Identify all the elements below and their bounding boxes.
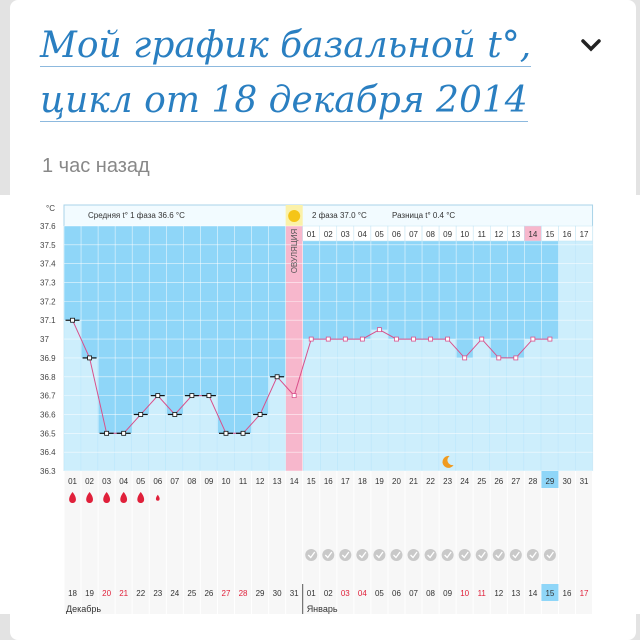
- y-tick-label: 37.5: [40, 240, 56, 250]
- temp-point-23: [446, 337, 450, 341]
- phase2-day-label: 11: [477, 230, 486, 239]
- cycle-day-label: 07: [170, 477, 180, 486]
- calendar-date-label: 08: [426, 589, 436, 598]
- temp-column-23: [440, 339, 456, 471]
- calendar-date-label: 15: [545, 589, 555, 598]
- temp-point-25: [480, 337, 484, 341]
- phase2-day-label: 15: [545, 230, 555, 239]
- cycle-day-label: 22: [426, 477, 436, 486]
- temp-point-05: [139, 412, 143, 416]
- cycle-day-label: 26: [494, 477, 504, 486]
- temp-point-11: [241, 431, 245, 435]
- temp-point-24: [463, 356, 467, 360]
- calendar-date-label: 07: [409, 589, 418, 598]
- check-circle-icon: [493, 549, 505, 561]
- check-circle-icon: [373, 549, 385, 561]
- temp-point-17: [343, 337, 347, 341]
- temp-column-25: [474, 339, 490, 471]
- bbt-chart: [0, 195, 640, 614]
- cycle-day-label: 18: [357, 477, 367, 486]
- calendar-date-label: 09: [443, 589, 453, 598]
- cycle-day-label: 03: [102, 477, 112, 486]
- phase2-average-label: 2 фаза 37.0 °C: [312, 211, 367, 220]
- temp-point-03: [105, 431, 109, 435]
- temp-point-01: [71, 318, 75, 322]
- phase2-day-label: 03: [340, 230, 350, 239]
- chevron-down-icon[interactable]: [580, 38, 602, 52]
- calendar-date-label: 17: [579, 589, 589, 598]
- temp-column-05: [133, 414, 149, 471]
- calendar-date-label: 23: [153, 589, 163, 598]
- temp-column-28: [525, 339, 541, 471]
- post-timestamp: 1 час назад: [42, 155, 150, 177]
- calendar-date-label: 12: [494, 589, 504, 598]
- y-tick-label: 36.3: [40, 467, 56, 476]
- y-tick-label: 37.1: [40, 316, 56, 326]
- y-tick-label: 36.9: [40, 353, 56, 363]
- check-circle-icon: [408, 549, 420, 561]
- calendar-date-label: 24: [170, 589, 180, 598]
- cycle-day-label: 06: [153, 477, 163, 486]
- calendar-date-label: 06: [392, 589, 401, 598]
- cycle-day-label: 28: [528, 477, 538, 486]
- y-tick-label: 36.8: [40, 372, 56, 382]
- temp-point-02: [88, 356, 92, 360]
- temp-column-20: [388, 339, 404, 471]
- cycle-day-label: 10: [221, 477, 231, 486]
- temp-point-16: [326, 337, 330, 341]
- sun-icon: [288, 210, 300, 222]
- temp-column-29: [542, 339, 558, 471]
- cycle-day-label: 23: [443, 477, 453, 486]
- y-tick-label: 37.4: [40, 259, 56, 269]
- cycle-day-label: 14: [289, 477, 299, 486]
- y-tick-label: 37.6: [40, 222, 56, 231]
- month-label: Декабрь: [66, 604, 102, 614]
- calendar-date-label: 27: [221, 589, 231, 598]
- cycle-day-label: 15: [306, 477, 316, 486]
- phase2-day-label: 17: [579, 230, 589, 239]
- calendar-date-label: 01: [306, 589, 316, 598]
- temp-column-17: [337, 339, 353, 471]
- phase2-day-label: 10: [460, 230, 470, 239]
- calendar-date-label: 14: [528, 589, 538, 598]
- cycle-day-label: 04: [119, 477, 129, 486]
- empty-column-30: [559, 226, 575, 471]
- temp-point-18: [360, 337, 364, 341]
- y-axis-unit: °C: [46, 204, 55, 213]
- calendar-date-label: 22: [136, 589, 146, 598]
- post-title-line2[interactable]: цикл от 18 декабря 2014: [40, 80, 528, 121]
- ovulation-label: ОВУЛЯЦИЯ: [290, 228, 300, 274]
- check-circle-icon: [544, 549, 556, 561]
- calendar-date-label: 18: [68, 589, 77, 598]
- check-circle-icon: [510, 549, 522, 561]
- post-title[interactable]: [40, 18, 570, 128]
- y-tick-label: 36.4: [40, 448, 56, 458]
- check-circle-icon: [339, 549, 351, 561]
- calendar-date-label: 26: [204, 589, 214, 598]
- calendar-date-label: 28: [238, 589, 248, 598]
- cycle-day-label: 19: [374, 477, 384, 486]
- calendar-date-label: 30: [272, 589, 282, 598]
- calendar-date-label: 10: [460, 589, 470, 598]
- temp-point-26: [497, 356, 501, 360]
- phase2-day-label: 14: [528, 230, 538, 239]
- check-circle-icon: [527, 549, 539, 561]
- calendar-date-label: 02: [323, 589, 333, 598]
- month-label: Январь: [306, 604, 338, 614]
- y-tick-label: 37.2: [40, 297, 56, 307]
- cycle-day-label: 12: [255, 477, 265, 486]
- temp-point-06: [156, 394, 160, 398]
- temp-column-22: [423, 339, 439, 471]
- cycle-day-label: 29: [545, 477, 555, 486]
- temp-column-13: [269, 377, 285, 471]
- cycle-day-label: 02: [85, 477, 95, 486]
- cycle-day-label: 31: [579, 477, 589, 486]
- calendar-date-label: 31: [289, 589, 299, 598]
- cycle-day-label: 16: [323, 477, 333, 486]
- phase2-day-label: 06: [392, 230, 401, 239]
- check-circle-icon: [476, 549, 488, 561]
- phase2-day-label: 09: [443, 230, 453, 239]
- y-tick-label: 36.7: [40, 391, 56, 401]
- temp-point-20: [394, 337, 398, 341]
- check-circle-icon: [356, 549, 368, 561]
- temp-point-09: [207, 394, 211, 398]
- check-circle-icon: [425, 549, 437, 561]
- temp-point-07: [173, 412, 177, 416]
- cycle-day-label: 05: [136, 477, 146, 486]
- cycle-day-label: 20: [392, 477, 401, 486]
- calendar-date-label: 25: [187, 589, 197, 598]
- temp-point-29: [548, 337, 552, 341]
- temp-point-04: [122, 431, 126, 435]
- temp-column-18: [354, 339, 370, 471]
- temp-point-27: [514, 356, 518, 360]
- phase2-day-label: 05: [374, 230, 384, 239]
- calendar-date-label: 11: [477, 589, 486, 598]
- cycle-day-label: 01: [68, 477, 77, 486]
- calendar-date-label: 20: [102, 589, 112, 598]
- temp-column-19: [371, 330, 387, 471]
- check-circle-icon: [442, 549, 454, 561]
- calendar-date-label: 13: [511, 589, 521, 598]
- y-tick-label: 37: [40, 335, 49, 345]
- check-circle-icon: [390, 549, 402, 561]
- temp-point-15: [309, 337, 313, 341]
- temp-point-14: [292, 394, 296, 398]
- cycle-day-label: 08: [187, 477, 197, 486]
- cycle-day-label: 24: [460, 477, 470, 486]
- temp-point-12: [258, 412, 262, 416]
- temp-point-22: [429, 337, 433, 341]
- phase2-day-label: 04: [357, 230, 367, 239]
- cycle-day-label: 13: [272, 477, 282, 486]
- temp-column-21: [406, 339, 422, 471]
- check-circle-icon: [305, 549, 317, 561]
- y-tick-label: 37.3: [40, 278, 56, 288]
- y-tick-label: 36.6: [40, 410, 56, 420]
- temp-column-16: [320, 339, 336, 471]
- calendar-date-label: 03: [340, 589, 350, 598]
- calendar-date-label: 19: [85, 589, 95, 598]
- temp-difference-label: Разница t° 0.4 °C: [392, 211, 456, 220]
- phase2-day-label: 16: [562, 230, 572, 239]
- calendar-date-label: 16: [562, 589, 572, 598]
- calendar-date-label: 05: [374, 589, 384, 598]
- phase2-day-label: 12: [494, 230, 504, 239]
- phase2-day-label: 07: [409, 230, 418, 239]
- temp-point-13: [275, 375, 279, 379]
- check-circle-icon: [459, 549, 471, 561]
- calendar-date-label: 29: [255, 589, 265, 598]
- temp-point-21: [412, 337, 416, 341]
- cycle-day-label: 27: [511, 477, 521, 486]
- cycle-day-label: 25: [477, 477, 487, 486]
- post-title-line1[interactable]: Мой график базальной t°,: [40, 25, 532, 66]
- temp-point-10: [224, 431, 228, 435]
- phase2-day-label: 08: [426, 230, 436, 239]
- cycle-day-label: 21: [409, 477, 418, 486]
- temp-point-08: [190, 394, 194, 398]
- temp-point-19: [377, 328, 381, 332]
- check-circle-icon: [322, 549, 334, 561]
- cycle-day-label: 11: [238, 477, 248, 486]
- temp-column-07: [167, 414, 183, 471]
- phase1-average-label: Средняя t° 1 фаза 36.6 °C: [88, 211, 185, 220]
- phase2-day-label: 02: [323, 230, 333, 239]
- phase2-day-label: 13: [511, 230, 521, 239]
- temp-point-28: [531, 337, 535, 341]
- empty-column-31: [576, 226, 592, 471]
- phase2-day-label: 01: [306, 230, 316, 239]
- calendar-date-label: 04: [357, 589, 367, 598]
- y-tick-label: 36.5: [40, 429, 56, 439]
- temp-column-12: [252, 414, 268, 471]
- cycle-day-label: 30: [562, 477, 572, 486]
- cycle-day-label: 09: [204, 477, 214, 486]
- cycle-day-label: 17: [340, 477, 350, 486]
- calendar-date-label: 21: [119, 589, 129, 598]
